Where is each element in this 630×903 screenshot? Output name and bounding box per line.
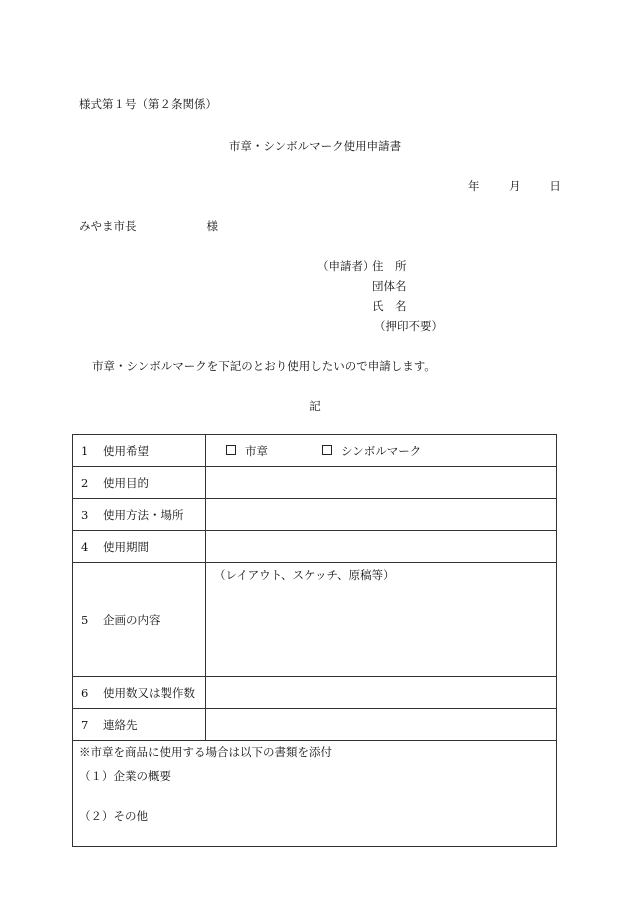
- request-statement: 市章・シンボルマークを下記のとおり使用したいので申請します。: [92, 359, 436, 373]
- addressee: [79, 218, 218, 234]
- plan-hint: （レイアウト、スケッチ、原稿等）: [214, 568, 395, 582]
- table-row: [73, 563, 557, 677]
- quantity-field[interactable]: [206, 677, 557, 709]
- usage-choice-cell: [206, 435, 557, 467]
- checkbox-city-emblem[interactable]: [226, 445, 236, 455]
- document-title: 市章・シンボルマーク使用申請書: [228, 139, 402, 153]
- row-label: 6 使用数又は製作数: [73, 677, 206, 709]
- row-label: 7 連絡先: [73, 709, 206, 741]
- table-row: [73, 709, 557, 741]
- date-day-label: 日: [549, 179, 561, 193]
- row-label: 3 使用方法・場所: [73, 499, 206, 531]
- organization-label: 団体名: [372, 279, 407, 293]
- ki-heading: 記: [309, 399, 321, 413]
- form-number: 様式第１号（第２条関係）: [79, 97, 217, 111]
- option-city-emblem[interactable]: 市章: [214, 443, 268, 459]
- table-row: [73, 677, 557, 709]
- name-label: 氏 名: [372, 299, 407, 313]
- application-table: [72, 434, 557, 847]
- option-symbol-mark[interactable]: シンボルマーク: [310, 443, 421, 459]
- row-label: 4 使用期間: [73, 531, 206, 563]
- period-field[interactable]: [206, 531, 557, 563]
- notes-row: [73, 741, 557, 847]
- purpose-field[interactable]: [206, 467, 557, 499]
- plan-content-field[interactable]: [206, 563, 557, 677]
- note-item-company-overview: （１）企業の概要: [79, 769, 171, 783]
- table-row: [73, 531, 557, 563]
- checkbox-symbol-mark[interactable]: [322, 445, 332, 455]
- note-item-other: （２）その他: [79, 809, 148, 823]
- date-line: [468, 178, 561, 194]
- table-row: [73, 467, 557, 499]
- row-label: 1 使用希望: [73, 435, 206, 467]
- address-label: 住 所: [372, 259, 407, 273]
- date-year-label: 年: [468, 179, 480, 193]
- notes-header: ※市章を商品に使用する場合は以下の書類を添付: [79, 745, 332, 759]
- date-month-label: 月: [509, 179, 521, 193]
- notes-cell: [73, 741, 557, 847]
- row-label: 5 企画の内容: [73, 563, 206, 677]
- addressee-honorific: 様: [206, 219, 218, 233]
- addressee-name: みやま市長: [79, 219, 137, 233]
- seal-note: （押印不要）: [374, 319, 443, 333]
- method-place-field[interactable]: [206, 499, 557, 531]
- table-row: [73, 499, 557, 531]
- row-label: 2 使用目的: [73, 467, 206, 499]
- table-row: [73, 435, 557, 467]
- contact-field[interactable]: [206, 709, 557, 741]
- applicant-role: （申請者）: [317, 259, 375, 273]
